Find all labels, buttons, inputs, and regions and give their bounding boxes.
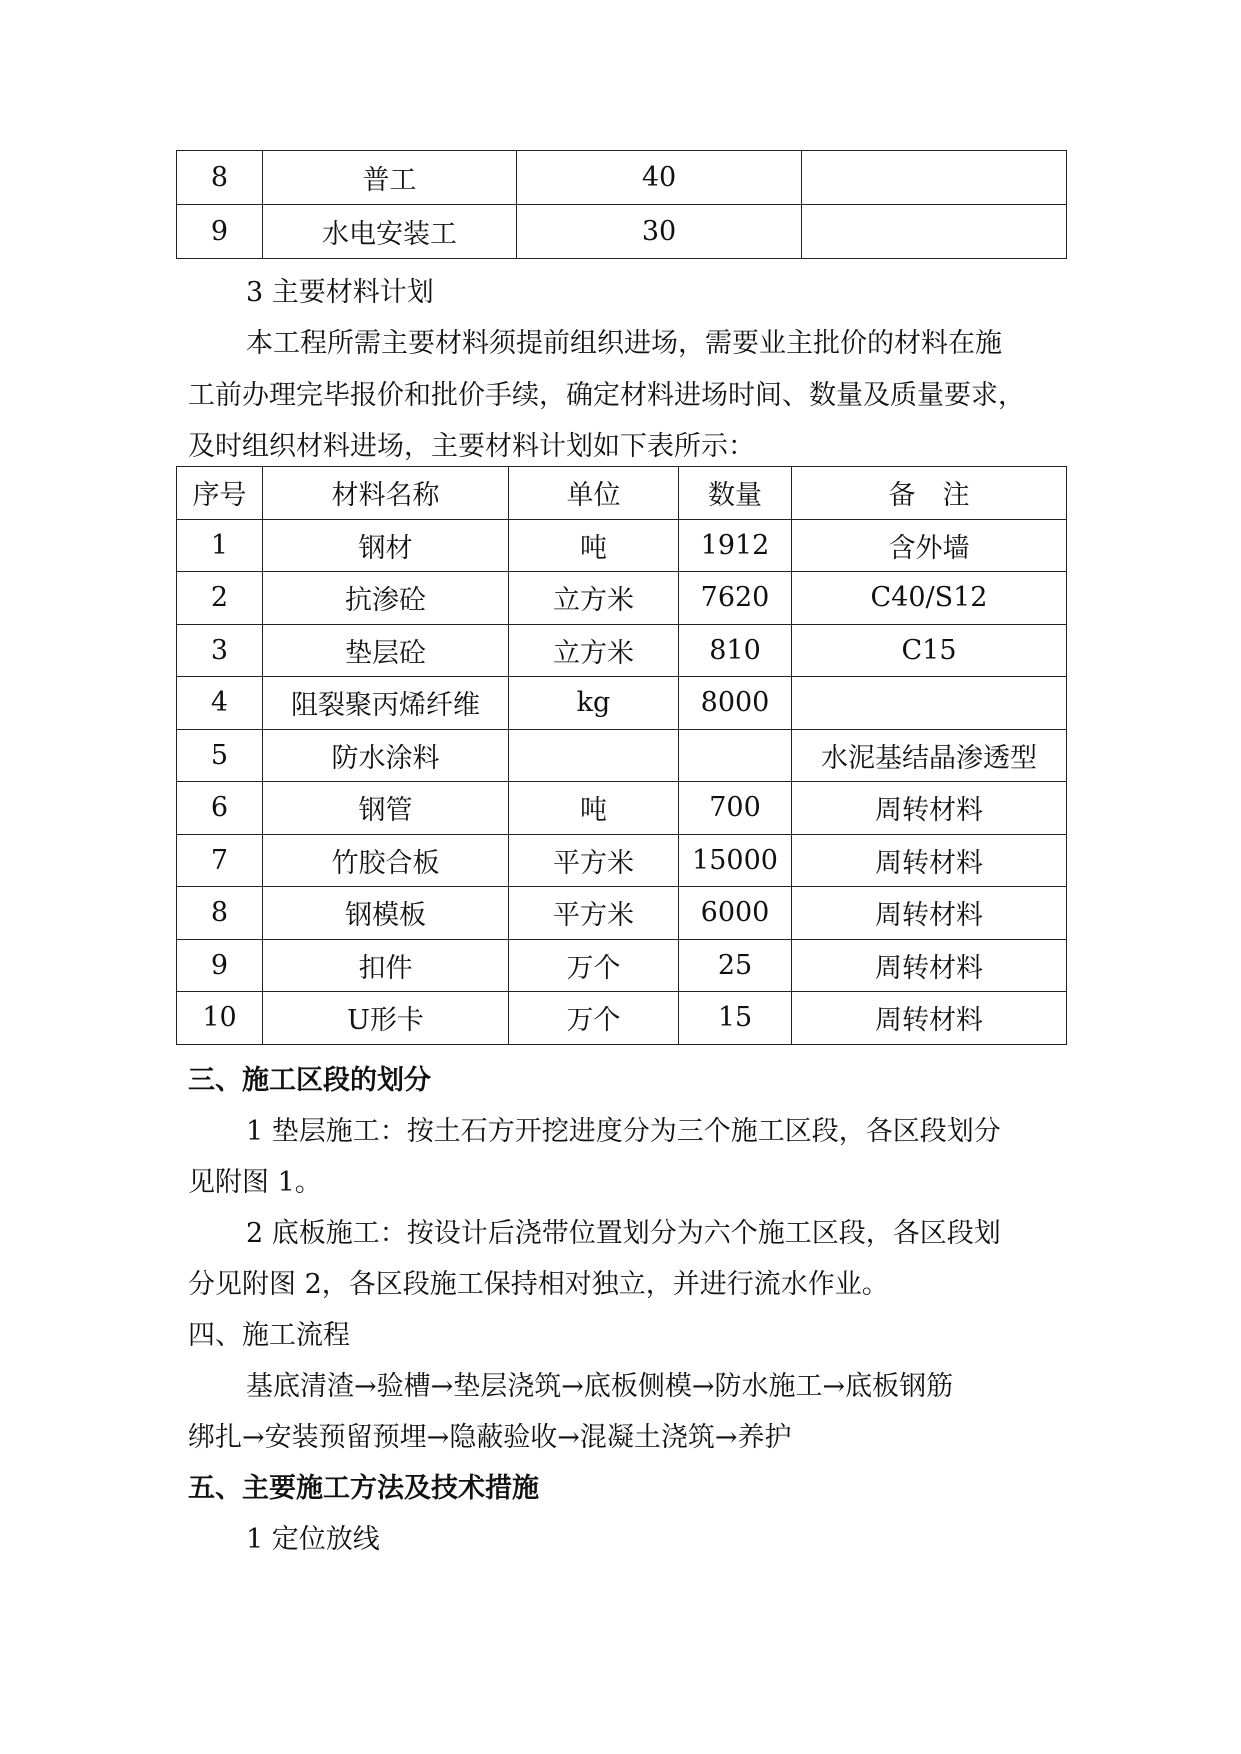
paragraph-line: 工前办理完毕报价和批价手续，确定材料进场时间、数量及质量要求，	[188, 380, 1025, 411]
material-table	[176, 466, 1067, 1045]
table-cell: 7620	[679, 572, 792, 625]
table-cell: 6	[177, 782, 263, 835]
table-row	[177, 782, 1067, 835]
column-header: 材料名称	[263, 467, 509, 520]
table-cell: 9	[177, 939, 263, 992]
table-cell	[509, 729, 679, 782]
table-row	[177, 205, 1067, 259]
table-cell: 3	[177, 624, 263, 677]
table-cell: 8	[177, 151, 263, 205]
column-header: 单位	[509, 467, 679, 520]
table-cell: 15000	[679, 834, 792, 887]
table-cell	[802, 151, 1067, 205]
table-cell: 700	[679, 782, 792, 835]
table-cell: 立方米	[509, 624, 679, 677]
table-cell: 扣件	[263, 939, 509, 992]
table-cell: 周转材料	[792, 992, 1067, 1045]
table-row	[177, 729, 1067, 782]
column-header: 序号	[177, 467, 263, 520]
table-cell: 周转材料	[792, 887, 1067, 940]
subsection-heading: 1 定位放线	[246, 1524, 380, 1555]
table-cell: 平方米	[509, 887, 679, 940]
table-cell: 4	[177, 677, 263, 730]
table-cell: 平方米	[509, 834, 679, 887]
table-cell: kg	[509, 677, 679, 730]
table-cell: 25	[679, 939, 792, 992]
table-cell: 6000	[679, 887, 792, 940]
table-cell: 万个	[509, 992, 679, 1045]
table-cell: 吨	[509, 782, 679, 835]
table-cell	[679, 729, 792, 782]
table-cell: 10	[177, 992, 263, 1045]
paragraph-line: 2 底板施工：按设计后浇带位置划分为六个施工区段，各区段划	[246, 1218, 1001, 1249]
paragraph-line: 分见附图 2，各区段施工保持相对独立，并进行流水作业。	[188, 1269, 889, 1300]
table-cell: 40	[517, 151, 802, 205]
column-header: 数量	[679, 467, 792, 520]
paragraph-line: 见附图 1。	[188, 1167, 322, 1198]
paragraph-line: 本工程所需主要材料须提前组织进场，需要业主批价的材料在施	[246, 328, 1002, 359]
table-row	[177, 519, 1067, 572]
section-heading: 四、施工流程	[188, 1320, 350, 1351]
paragraph-line: 基底清渣→验槽→垫层浇筑→底板侧模→防水施工→底板钢筋	[246, 1371, 954, 1402]
table-cell: 万个	[509, 939, 679, 992]
table-cell: 垫层砼	[263, 624, 509, 677]
paragraph-line: 绑扎→安装预留预埋→隐蔽验收→混凝土浇筑→养护	[188, 1422, 792, 1453]
table-cell: U形卡	[263, 992, 509, 1045]
table-cell: 含外墙	[792, 519, 1067, 572]
table-cell: 阻裂聚丙烯纤维	[263, 677, 509, 730]
table-cell	[802, 205, 1067, 259]
table-cell: 水电安装工	[263, 205, 517, 259]
table-cell: 钢材	[263, 519, 509, 572]
table-cell: 2	[177, 572, 263, 625]
table-cell: 周转材料	[792, 834, 1067, 887]
table-cell: 8000	[679, 677, 792, 730]
table-cell: 竹胶合板	[263, 834, 509, 887]
table-cell: 8	[177, 887, 263, 940]
table-cell: 9	[177, 205, 263, 259]
table-row	[177, 624, 1067, 677]
table-cell: 钢管	[263, 782, 509, 835]
table-row	[177, 939, 1067, 992]
table-cell: 1	[177, 519, 263, 572]
table-cell: 防水涂料	[263, 729, 509, 782]
table-cell: 周转材料	[792, 782, 1067, 835]
table-row	[177, 834, 1067, 887]
table-row	[177, 677, 1067, 730]
labor-table	[176, 150, 1067, 259]
section-heading: 3 主要材料计划	[246, 277, 434, 308]
table-cell	[792, 677, 1067, 730]
table-cell: 5	[177, 729, 263, 782]
table-cell: 810	[679, 624, 792, 677]
table-row	[177, 992, 1067, 1045]
table-row	[177, 887, 1067, 940]
table-cell: 15	[679, 992, 792, 1045]
section-heading: 五、主要施工方法及技术措施	[188, 1473, 539, 1504]
table-cell: 周转材料	[792, 939, 1067, 992]
table-cell: 钢模板	[263, 887, 509, 940]
table-cell: 立方米	[509, 572, 679, 625]
table-cell: 水泥基结晶渗透型	[792, 729, 1067, 782]
table-cell: 30	[517, 205, 802, 259]
section-heading: 三、施工区段的划分	[188, 1065, 431, 1096]
table-row	[177, 572, 1067, 625]
table-cell: C40/S12	[792, 572, 1067, 625]
table-header-row	[177, 467, 1067, 520]
table-cell: 抗渗砼	[263, 572, 509, 625]
table-cell: C15	[792, 624, 1067, 677]
table-row	[177, 151, 1067, 205]
column-header: 备 注	[792, 467, 1067, 520]
paragraph-line: 及时组织材料进场，主要材料计划如下表所示：	[188, 431, 755, 462]
table-cell: 吨	[509, 519, 679, 572]
table-cell: 7	[177, 834, 263, 887]
table-cell: 普工	[263, 151, 517, 205]
paragraph-line: 1 垫层施工：按土石方开挖进度分为三个施工区段，各区段划分	[246, 1116, 1001, 1147]
table-cell: 1912	[679, 519, 792, 572]
